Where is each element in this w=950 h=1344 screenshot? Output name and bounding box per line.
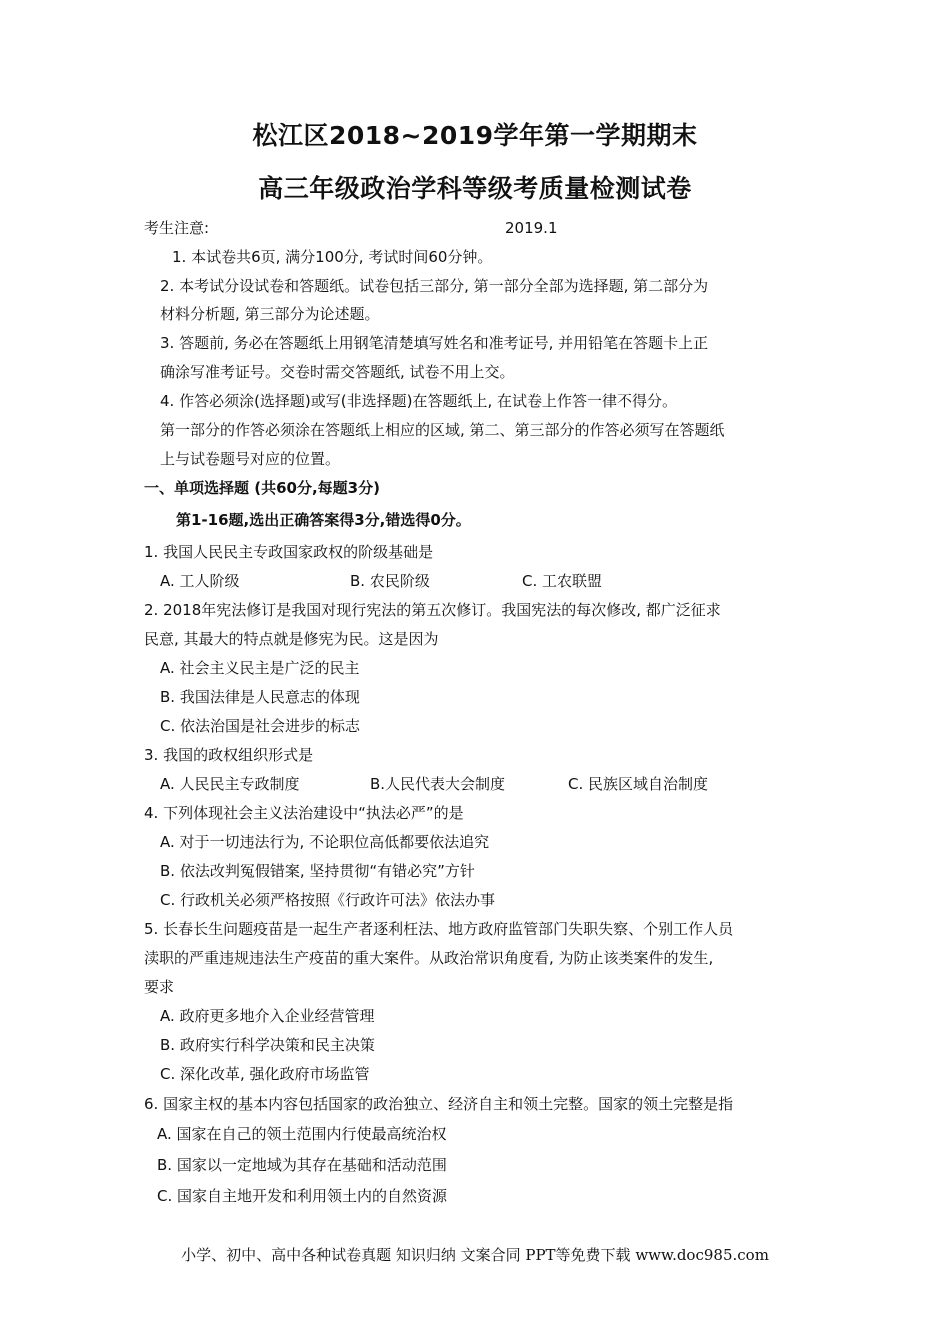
question-2-option-c: C. 依法治国是社会进步的标志	[160, 717, 361, 735]
question-2-stem: 民意, 其最大的特点就是修宪为民。这是因为	[144, 630, 439, 648]
notice-item: 4. 作答必须涂(选择题)或写(非选择题)在答题纸上, 在试卷上作答一律不得分。	[160, 392, 678, 410]
notice-item: 第一部分的作答必须涂在答题纸上相应的区域, 第二、第三部分的作答必须写在答题纸	[160, 421, 725, 439]
question-5-option-b: B. 政府实行科学决策和民主决策	[160, 1036, 375, 1054]
question-6-option-a: A. 国家在自己的领土范围内行使最高统治权	[157, 1125, 447, 1143]
question-3-option-c: C. 民族区域自治制度	[568, 775, 709, 793]
question-2-option-b: B. 我国法律是人民意志的体现	[160, 688, 360, 706]
question-1-option-a: A. 工人阶级	[160, 572, 240, 590]
question-2-option-a: A. 社会主义民主是广泛的民主	[160, 659, 360, 677]
notice-item: 1. 本试卷共6页, 满分100分, 考试时间60分钟。	[172, 248, 493, 266]
section-heading: 一、单项选择题 (共60分,每题3分)	[144, 479, 380, 497]
notice-item: 确涂写准考证号。交卷时需交答题纸, 试卷不用上交。	[160, 363, 515, 381]
question-4-option-b: B. 依法改判冤假错案, 坚持贯彻“有错必究”方针	[160, 862, 475, 880]
page-title-line2: 高三年级政治学科等级考质量检测试卷	[258, 174, 692, 203]
question-5-stem: 要求	[144, 978, 175, 996]
question-4-option-c: C. 行政机关必须严格按照《行政许可法》依法办事	[160, 891, 496, 909]
notice-item: 上与试卷题号对应的位置。	[160, 450, 341, 468]
question-6-stem: 6. 国家主权的基本内容包括国家的政治独立、经济自主和领土完整。国家的领土完整是指	[144, 1095, 734, 1113]
notice-label: 考生注意:	[144, 219, 210, 237]
notice-item: 2. 本考试分设试卷和答题纸。试卷包括三部分, 第一部分全部为选择题, 第二部分为	[160, 277, 709, 295]
question-5-stem: 渎职的严重违规违法生产疫苗的重大案件。从政治常识角度看, 为防止该类案件的发生,	[144, 949, 714, 967]
notice-item: 3. 答题前, 务必在答题纸上用钢笔清楚填写姓名和准考证号, 并用铅笔在答题卡上正	[160, 334, 709, 352]
question-1-stem: 1. 我国人民民主专政国家政权的阶级基础是	[144, 543, 434, 561]
question-3-option-b: B.人民代表大会制度	[370, 775, 506, 793]
question-4-option-a: A. 对于一切违法行为, 不论职位高低都要依法追究	[160, 833, 490, 851]
question-4-stem: 4. 下列体现社会主义法治建设中“执法必严”的是	[144, 804, 464, 822]
exam-date: 2019.1	[505, 219, 558, 237]
question-6-option-b: B. 国家以一定地域为其存在基础和活动范围	[157, 1156, 447, 1174]
question-3-stem: 3. 我国的政权组织形式是	[144, 746, 314, 764]
footer-text: 小学、初中、高中各种试卷真题 知识归纳 文案合同 PPT等免费下载 www.doc985.com	[181, 1246, 769, 1264]
question-5-option-c: C. 深化改革, 强化政府市场监管	[160, 1065, 370, 1083]
question-6-option-c: C. 国家自主地开发和利用领土内的自然资源	[157, 1187, 448, 1205]
question-3-option-a: A. 人民民主专政制度	[160, 775, 300, 793]
page-title-line1: 松江区2018~2019学年第一学期期末	[252, 121, 698, 150]
question-5-option-a: A. 政府更多地介入企业经营管理	[160, 1007, 375, 1025]
question-1-option-b: B. 农民阶级	[350, 572, 430, 590]
question-2-stem: 2. 2018年宪法修订是我国对现行宪法的第五次修订。我国宪法的每次修改, 都广泛征求	[144, 601, 721, 619]
question-1-option-c: C. 工农联盟	[522, 572, 603, 590]
section-subheading: 第1-16题,选出正确答案得3分,错选得0分。	[176, 511, 471, 529]
notice-item: 材料分析题, 第三部分为论述题。	[160, 305, 380, 323]
question-5-stem: 5. 长春长生问题疫苗是一起生产者逐利枉法、地方政府监管部门失职失察、个别工作人员	[144, 920, 734, 938]
